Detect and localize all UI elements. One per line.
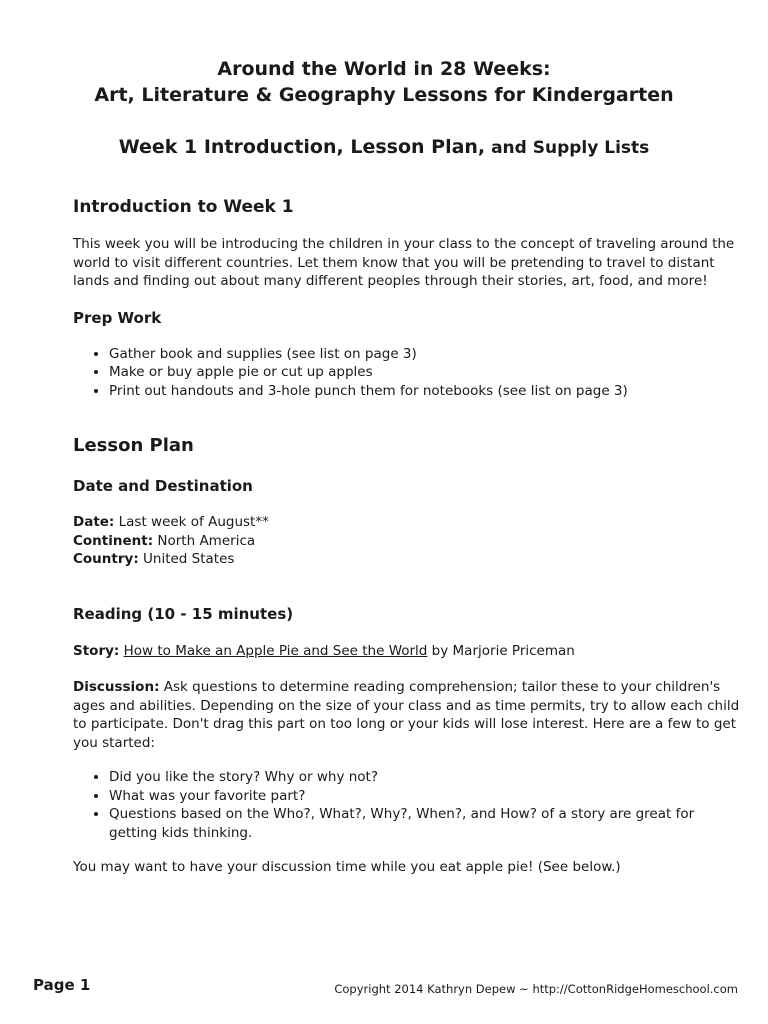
list-item: • Did you like the story? Why or why not? bbox=[109, 768, 743, 787]
page-number: Page 1 bbox=[33, 976, 91, 994]
list-item: • Make or buy apple pie or cut up apples bbox=[109, 363, 743, 382]
copyright-notice: Copyright 2014 Kathryn Depew ~ http://CottonRidgeHomeschool.com bbox=[334, 982, 738, 996]
prep-heading: Prep Work bbox=[73, 308, 162, 327]
story-author: by Marjorie Priceman bbox=[427, 642, 575, 659]
prep-list bbox=[73, 345, 743, 401]
country-line bbox=[73, 550, 743, 569]
list-item: • Print out handouts and 3-hole punch them for notebooks (see list on page 3) bbox=[109, 382, 743, 401]
intro-paragraph: This week you will be introducing the children in your class to the concept of traveling around the world to visit different countries. Let them know that you will be pretending to travel to distant lands and finding out about many different peoples through their stories, art, food, and more! bbox=[73, 236, 735, 289]
discussion-paragraph bbox=[73, 678, 743, 752]
reading-heading: Reading (10 - 15 minutes) bbox=[73, 604, 294, 623]
discussion-label: Discussion: bbox=[73, 679, 160, 695]
title-line-1: Around the World in 28 Weeks: bbox=[217, 58, 551, 80]
subtitle-main: Week 1 Introduction, Lesson Plan, bbox=[118, 136, 486, 158]
subtitle-tail: and Supply Lists bbox=[485, 138, 650, 158]
document-title bbox=[0, 56, 768, 108]
closing-paragraph: You may want to have your discussion time while you eat apple pie! (See below.) bbox=[73, 859, 621, 875]
list-item: • Gather book and supplies (see list on page 3) bbox=[109, 345, 743, 364]
continent-value: North America bbox=[153, 532, 256, 549]
document-subtitle bbox=[0, 134, 768, 161]
date-value: Last week of August** bbox=[114, 514, 269, 530]
date-line bbox=[73, 513, 743, 532]
document-body bbox=[73, 195, 743, 877]
story-label: Story: bbox=[73, 642, 120, 659]
continent-label: Continent: bbox=[73, 532, 154, 549]
country-label: Country: bbox=[73, 551, 139, 567]
title-line-2: Art, Literature & Geography Lessons for Kindergarten bbox=[94, 84, 674, 106]
lesson-heading: Lesson Plan bbox=[73, 435, 194, 456]
date-destination-heading: Date and Destination bbox=[73, 477, 253, 495]
list-item: • Questions based on the Who?, What?, Why?, When?, and How? of a story are great for getting kids thinking. bbox=[109, 805, 743, 842]
continent-line bbox=[73, 532, 743, 551]
country-value: United States bbox=[138, 551, 235, 567]
list-item: • What was your favorite part? bbox=[109, 787, 743, 806]
discussion-text: Ask questions to determine reading comprehension; tailor these to your children's ages and abilities. Depending on the size of your class and as time permits, try to allow each child to participate. Don't drag this part on too long or your kids will lose interest. Here are a few to get you started: bbox=[73, 679, 740, 751]
date-label: Date: bbox=[73, 514, 115, 530]
story-title: How to Make an Apple Pie and See the World bbox=[123, 642, 428, 659]
story-line bbox=[73, 642, 743, 661]
intro-heading: Introduction to Week 1 bbox=[73, 197, 294, 217]
discussion-questions bbox=[73, 768, 743, 842]
